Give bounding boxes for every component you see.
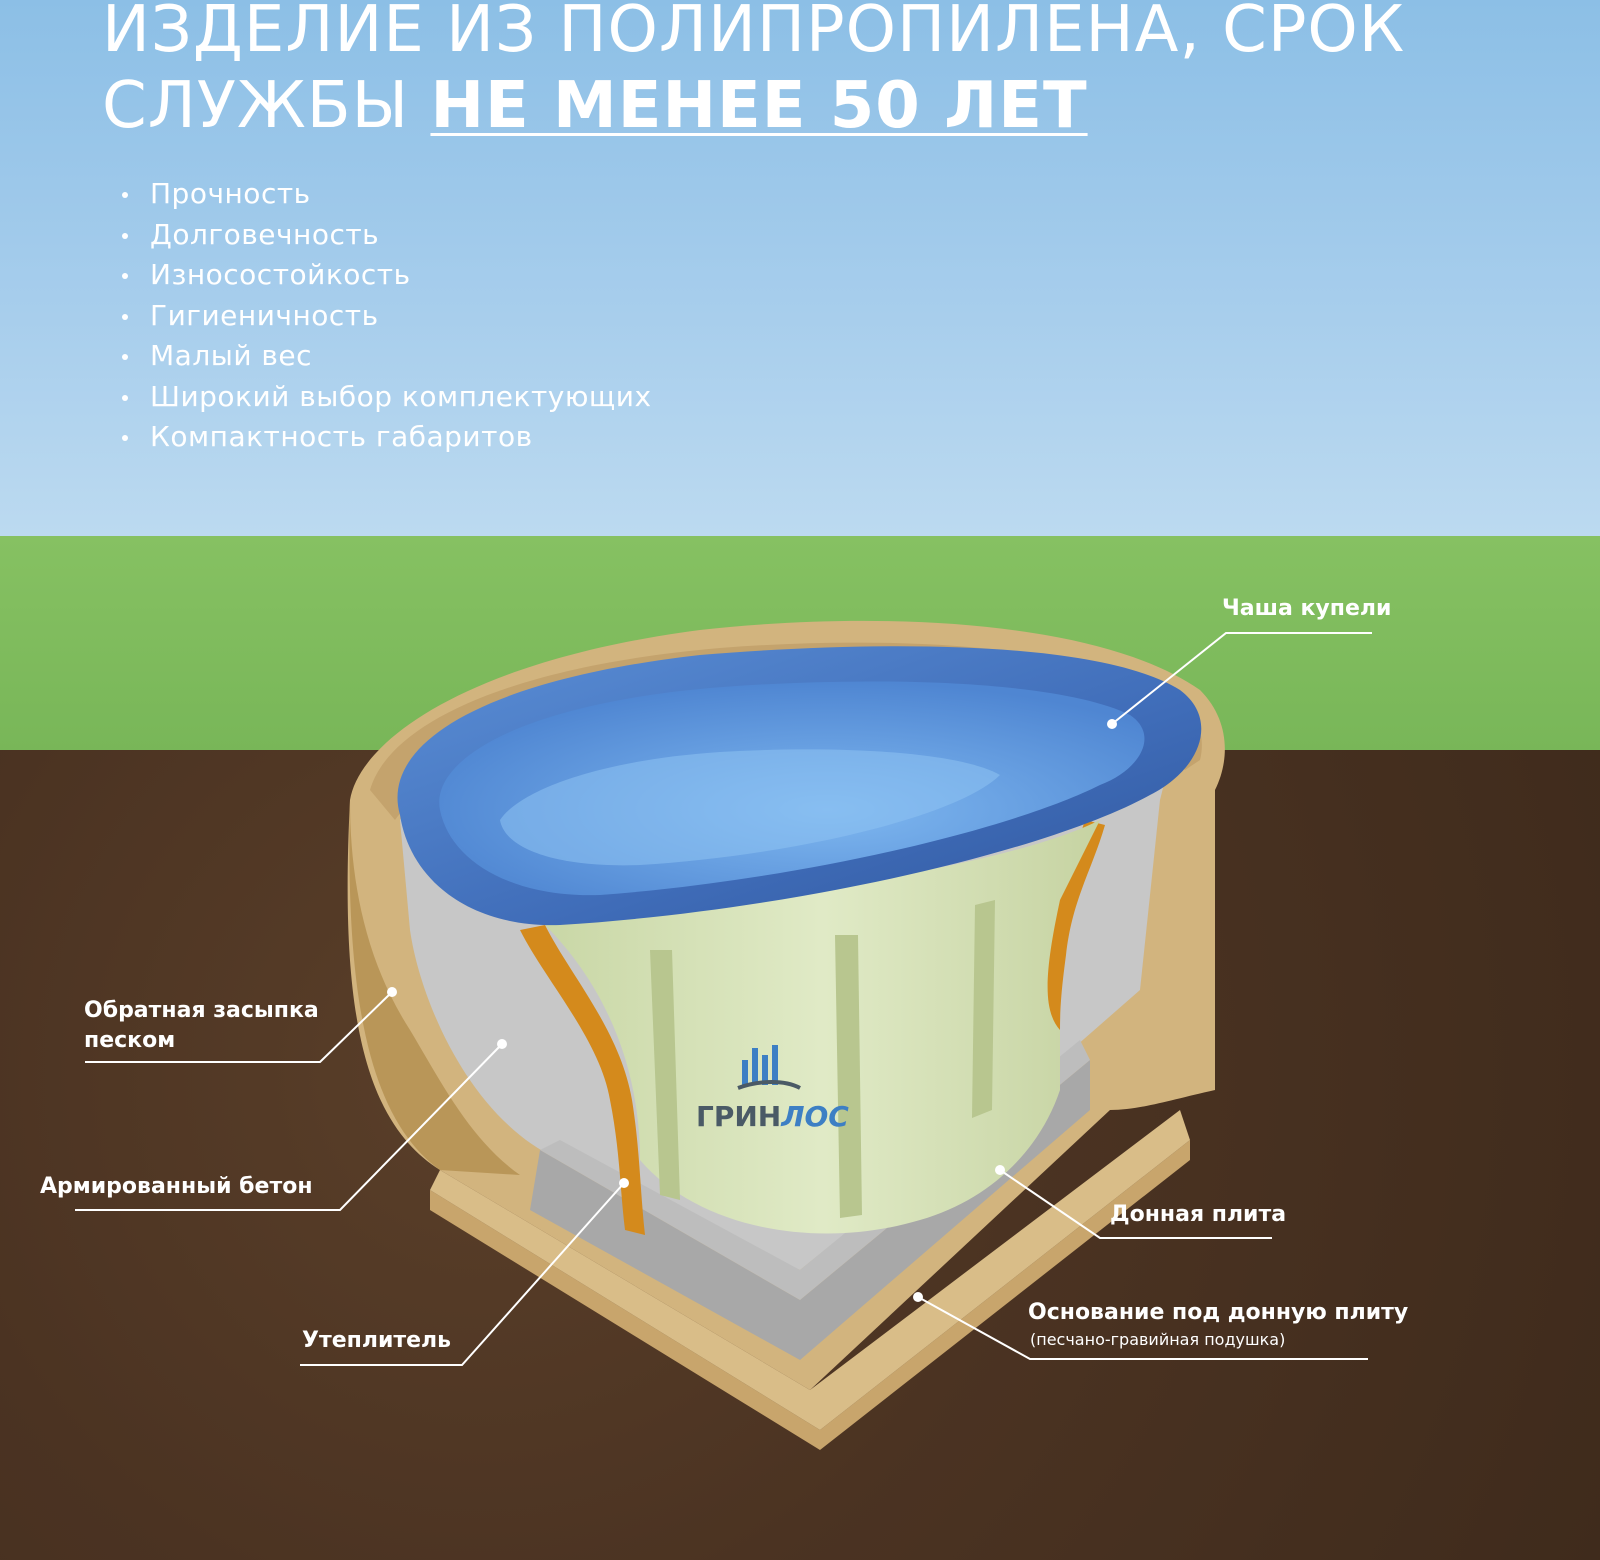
feature-item: Прочность [122, 174, 652, 215]
brand-logo-text [696, 1100, 849, 1133]
callout-bottom-slab: Донная плита [1110, 1202, 1287, 1227]
callout-bowl: Чаша купели [1222, 596, 1392, 621]
brand-logo-accent: ЛОС [781, 1100, 849, 1133]
feature-item: Износостойкость [122, 255, 652, 296]
feature-item: Гигиеничность [122, 296, 652, 337]
headline-line1: ИЗДЕЛИЕ ИЗ ПОЛИПРОПИЛЕНА, СРОК [102, 0, 1406, 67]
callout-backfill-line2: песком [84, 1028, 176, 1053]
feature-item: Долговечность [122, 215, 652, 256]
feature-item: Компактность габаритов [122, 417, 652, 458]
brand-logo-dark: ГРИН [696, 1100, 782, 1133]
headline-accent: НЕ МЕНЕЕ 50 ЛЕТ [430, 69, 1088, 143]
callout-concrete: Армированный бетон [40, 1174, 313, 1199]
callout-insulation: Утеплитель [302, 1328, 452, 1353]
headline-line2-prefix: СЛУЖБЫ [102, 69, 431, 143]
feature-item: Широкий выбор комплектующих [122, 377, 652, 418]
callout-base: Основание под донную плиту [1028, 1300, 1409, 1325]
feature-item: Малый вес [122, 336, 652, 377]
callout-backfill-line1: Обратная засыпка [84, 998, 319, 1023]
callout-base-note: (песчано-гравийная подушка) [1030, 1330, 1286, 1349]
